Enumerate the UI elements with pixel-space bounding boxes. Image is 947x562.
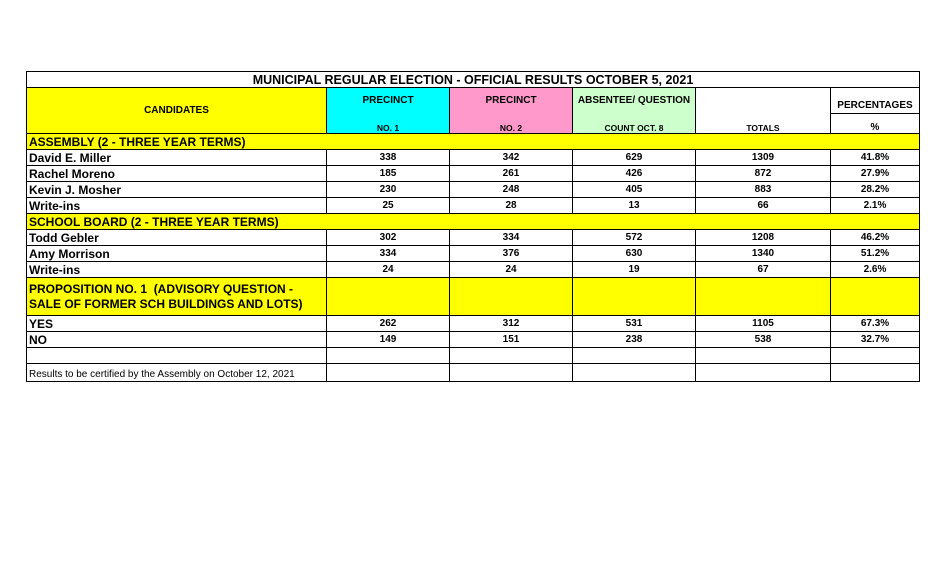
proposition-empty-cell xyxy=(450,278,573,316)
candidate-row xyxy=(27,182,920,198)
precinct-1-votes: 149 xyxy=(327,332,450,348)
empty-cell xyxy=(450,348,573,364)
absentee-votes: 629 xyxy=(573,150,696,166)
precinct-1-votes: 25 xyxy=(327,198,450,214)
precinct-2-votes: 24 xyxy=(450,262,573,278)
candidate-name: Rachel Moreno xyxy=(27,166,327,182)
proposition-title-line-1: PROPOSITION NO. 1 (ADVISORY QUESTION - xyxy=(29,281,294,296)
precinct-2-votes: 28 xyxy=(450,198,573,214)
empty-cell xyxy=(696,348,831,364)
footer-row xyxy=(27,364,920,382)
section-header-row xyxy=(27,214,920,230)
precinct-1-votes: 24 xyxy=(327,262,450,278)
empty-cell xyxy=(327,364,450,382)
header-percentages: PERCENTAGES xyxy=(831,88,920,114)
absentee-votes: 238 xyxy=(573,332,696,348)
percentage: 27.9% xyxy=(831,166,920,182)
candidate-row xyxy=(27,230,920,246)
precinct-2-votes: 334 xyxy=(450,230,573,246)
empty-row xyxy=(27,348,920,364)
empty-cell xyxy=(327,348,450,364)
candidate-name: David E. Miller xyxy=(27,150,327,166)
precinct-1-votes: 334 xyxy=(327,246,450,262)
total-votes: 1340 xyxy=(696,246,831,262)
percentage: 32.7% xyxy=(831,332,920,348)
total-votes: 872 xyxy=(696,166,831,182)
candidate-row xyxy=(27,262,920,278)
certification-note: Results to be certified by the Assembly on October 12, 2021 xyxy=(27,364,327,382)
precinct-2-votes: 342 xyxy=(450,150,573,166)
candidate-row xyxy=(27,316,920,332)
precinct-1-votes: 338 xyxy=(327,150,450,166)
total-votes: 883 xyxy=(696,182,831,198)
empty-cell xyxy=(450,364,573,382)
percentage: 2.1% xyxy=(831,198,920,214)
candidate-name: Write-ins xyxy=(27,198,327,214)
header-precinct-2: PRECINCT xyxy=(450,88,573,114)
table-title: MUNICIPAL REGULAR ELECTION - OFFICIAL RESULTS OCTOBER 5, 2021 xyxy=(27,72,920,88)
header-totals: TOTALS xyxy=(696,114,831,134)
candidate-row xyxy=(27,246,920,262)
total-votes: 1208 xyxy=(696,230,831,246)
percentage: 41.8% xyxy=(831,150,920,166)
percentage: 51.2% xyxy=(831,246,920,262)
candidate-name: Todd Gebler xyxy=(27,230,327,246)
absentee-votes: 630 xyxy=(573,246,696,262)
empty-cell xyxy=(573,348,696,364)
absentee-votes: 19 xyxy=(573,262,696,278)
total-votes: 66 xyxy=(696,198,831,214)
candidate-name: Write-ins xyxy=(27,262,327,278)
total-votes: 1105 xyxy=(696,316,831,332)
header-absentee-date: COUNT OCT. 8 xyxy=(573,114,696,134)
absentee-votes: 531 xyxy=(573,316,696,332)
election-results-table xyxy=(26,71,920,382)
proposition-empty-cell xyxy=(696,278,831,316)
total-votes: 67 xyxy=(696,262,831,278)
precinct-2-votes: 151 xyxy=(450,332,573,348)
header-totals-spacer xyxy=(696,88,831,114)
candidate-row xyxy=(27,150,920,166)
precinct-2-votes: 376 xyxy=(450,246,573,262)
empty-cell xyxy=(831,348,920,364)
precinct-2-votes: 312 xyxy=(450,316,573,332)
header-candidates: CANDIDATES xyxy=(27,88,327,134)
percentage: 2.6% xyxy=(831,262,920,278)
candidate-row xyxy=(27,198,920,214)
section-title: SCHOOL BOARD (2 - THREE YEAR TERMS) xyxy=(27,214,920,230)
percentage: 28.2% xyxy=(831,182,920,198)
empty-cell xyxy=(573,364,696,382)
proposition-title-line-2: SALE OF FORMER SCH BUILDINGS AND LOTS) xyxy=(29,296,303,311)
total-votes: 1309 xyxy=(696,150,831,166)
precinct-2-votes: 261 xyxy=(450,166,573,182)
header-precinct-1: PRECINCT xyxy=(327,88,450,114)
proposition-empty-cell xyxy=(327,278,450,316)
candidate-name: Amy Morrison xyxy=(27,246,327,262)
precinct-1-votes: 185 xyxy=(327,166,450,182)
section-title: ASSEMBLY (2 - THREE YEAR TERMS) xyxy=(27,134,920,150)
candidate-row xyxy=(27,332,920,348)
candidate-name: YES xyxy=(27,316,327,332)
candidate-row xyxy=(27,166,920,182)
header-absentee: ABSENTEE/ QUESTION xyxy=(573,88,696,114)
total-votes: 538 xyxy=(696,332,831,348)
section-header-row xyxy=(27,134,920,150)
precinct-1-votes: 230 xyxy=(327,182,450,198)
precinct-2-votes: 248 xyxy=(450,182,573,198)
empty-cell xyxy=(696,364,831,382)
percentage: 46.2% xyxy=(831,230,920,246)
precinct-1-votes: 262 xyxy=(327,316,450,332)
absentee-votes: 13 xyxy=(573,198,696,214)
absentee-votes: 426 xyxy=(573,166,696,182)
candidate-name: Kevin J. Mosher xyxy=(27,182,327,198)
header-precinct-1-number: NO. 1 xyxy=(327,114,450,134)
proposition-title xyxy=(27,278,327,316)
proposition-empty-cell xyxy=(831,278,920,316)
empty-cell xyxy=(27,348,327,364)
absentee-votes: 405 xyxy=(573,182,696,198)
header-precinct-2-number: NO. 2 xyxy=(450,114,573,134)
empty-cell xyxy=(831,364,920,382)
proposition-header-row xyxy=(27,278,920,316)
absentee-votes: 572 xyxy=(573,230,696,246)
header-percent-sign: % xyxy=(831,114,920,134)
precinct-1-votes: 302 xyxy=(327,230,450,246)
candidate-name: NO xyxy=(27,332,327,348)
proposition-empty-cell xyxy=(573,278,696,316)
percentage: 67.3% xyxy=(831,316,920,332)
